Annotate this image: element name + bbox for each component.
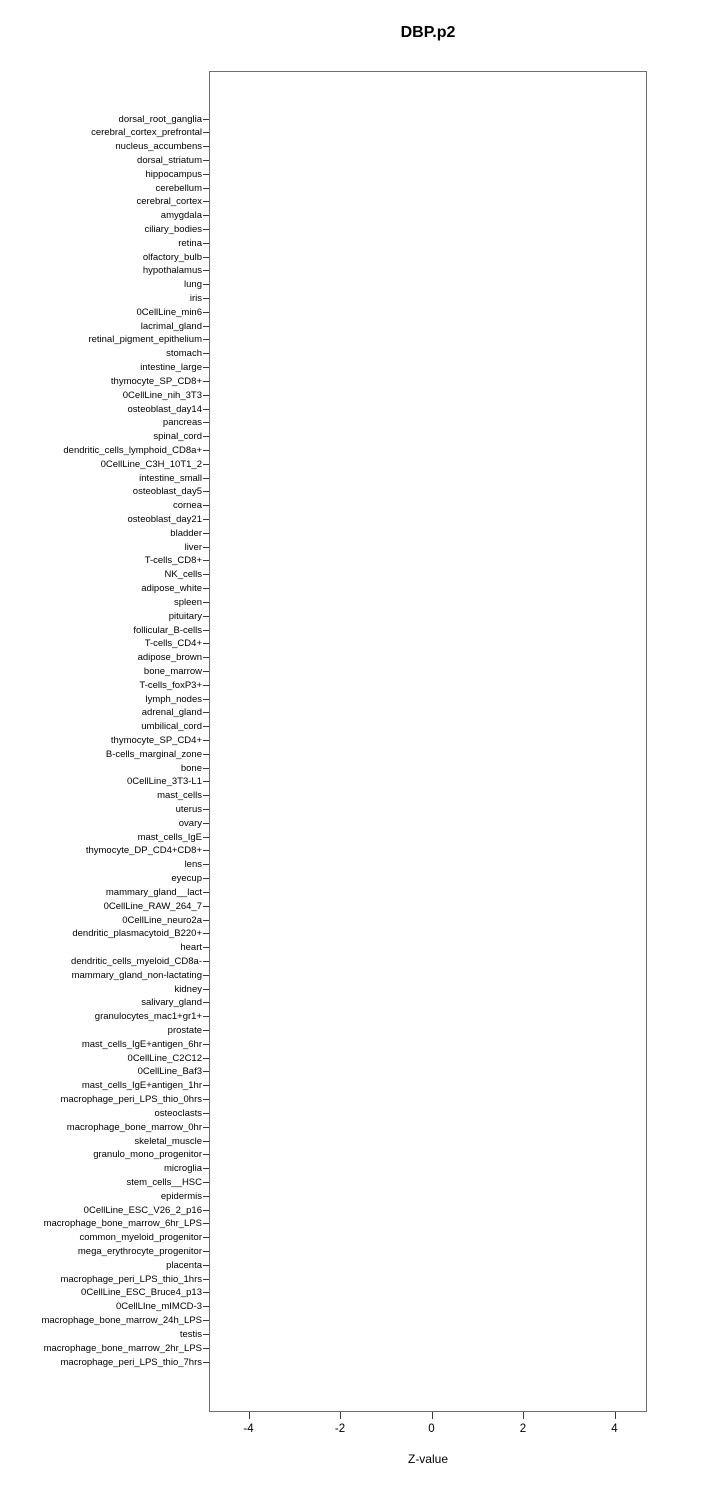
y-axis-label: 0CellLine_C2C12 — [127, 1052, 202, 1064]
y-axis-label: 0CellLine_RAW_264_7 — [103, 900, 202, 912]
y-axis-label: liver — [184, 541, 202, 553]
y-axis-label: osteoblast_day5 — [132, 486, 202, 498]
y-axis-label: granulocytes_mac1+gr1+ — [94, 1011, 202, 1023]
y-axis-label: pancreas — [162, 417, 202, 429]
y-axis-label: cerebral_cortex_prefrontal — [91, 127, 202, 139]
y-axis-label: adipose_white — [141, 583, 202, 595]
y-axis-label: dendritic_cells_lymphoid_CD8a+ — [63, 444, 202, 456]
y-axis-label: 0CellLIne_mIMCD-3 — [115, 1301, 202, 1313]
y-axis-label: macrophage_peri_LPS_thio_1hrs — [60, 1273, 202, 1285]
x-axis-tick-label: 0 — [428, 1423, 435, 1435]
y-axis-label: T-cells_foxP3+ — [139, 679, 202, 691]
y-axis-label: olfactory_bulb — [142, 251, 202, 263]
y-axis-label: dorsal_striatum — [137, 154, 202, 166]
y-axis-label: hypothalamus — [142, 265, 202, 277]
y-axis-label: macrophage_bone_marrow_24h_LPS — [41, 1315, 202, 1327]
y-axis-label: macrophage_bone_marrow_0hr — [66, 1121, 202, 1133]
y-axis-label: 0CellLine_ESC_Bruce4_p13 — [81, 1287, 202, 1299]
y-axis-label: amygdala — [160, 210, 202, 222]
y-axis-label: spinal_cord — [153, 431, 202, 443]
y-axis-label: stem_cells__HSC — [126, 1176, 202, 1188]
y-axis-label: heart — [180, 942, 202, 954]
y-axis-label: kidney — [174, 983, 202, 995]
y-axis-label: salivary_gland — [141, 997, 202, 1009]
y-axis-label: mast_cells_IgE — [137, 831, 202, 843]
x-axis-tick-label: -4 — [243, 1423, 254, 1435]
y-axis-label: osteoclasts — [154, 1107, 202, 1119]
y-axis-label: thymocyte_DP_CD4+CD8+ — [85, 845, 202, 857]
x-axis-tick — [523, 1412, 524, 1419]
y-axis-label: adrenal_gland — [141, 707, 202, 719]
y-axis-label: microglia — [163, 1163, 202, 1175]
y-axis-label: thymocyte_SP_CD8+ — [110, 375, 202, 387]
x-axis-tick — [340, 1412, 341, 1419]
y-axis-label: osteoblast_day21 — [127, 514, 202, 526]
x-axis-tick — [615, 1412, 616, 1419]
y-axis-label: 0CellLine_C3H_10T1_2 — [100, 458, 202, 470]
y-axis-label: osteoblast_day14 — [127, 403, 202, 415]
y-axis-label: prostate — [167, 1025, 202, 1037]
y-axis-label: pituitary — [168, 610, 202, 622]
y-axis-label: bone — [180, 762, 202, 774]
chart-title: DBP.p2 — [400, 24, 456, 41]
y-axis-label: stomach — [166, 348, 202, 360]
y-axis-label: nucleus_accumbens — [115, 141, 202, 153]
y-axis-label: retina — [178, 237, 202, 249]
y-axis-label: 0CellLine_3T3-L1 — [127, 776, 202, 788]
y-axis-label: dendritic_cells_myeloid_CD8a- — [71, 955, 202, 967]
y-axis-label: epidermis — [160, 1190, 202, 1202]
y-axis-label: uterus — [175, 804, 202, 816]
y-axis-label: 0CellLine_ESC_V26_2_p16 — [83, 1204, 202, 1216]
y-axis-label: B-cells_marginal_zone — [105, 748, 202, 760]
y-axis-label: bladder — [170, 527, 202, 539]
y-axis-label: mega_erythrocyte_progenitor — [77, 1246, 202, 1257]
y-axis-label: follicular_B-cells — [133, 624, 202, 636]
y-axis-label: lung — [184, 279, 202, 291]
y-axis-label: bone_marrow — [143, 665, 202, 677]
y-axis-label: 0CellLine_Baf3 — [137, 1066, 202, 1078]
y-axis-label: T-cells_CD4+ — [144, 638, 202, 650]
x-axis-tick-label: 2 — [519, 1423, 527, 1435]
y-axis-label: mast_cells_IgE+antigen_1hr — [81, 1080, 202, 1092]
y-axis-label: intestine_small — [139, 472, 202, 484]
y-axis-label: mammary_gland__lact — [105, 886, 202, 898]
y-axis-label: umbilical_cord — [141, 721, 202, 733]
y-axis-label: adipose_brown — [137, 652, 202, 664]
y-axis-label: macrophage_peri_LPS_thio_7hrs — [60, 1356, 202, 1368]
y-axis-label: dendritic_plasmacytoid_B220+ — [72, 928, 202, 940]
y-axis-label: common_myeloid_progenitor — [79, 1232, 202, 1244]
x-axis-tick — [432, 1412, 433, 1419]
y-axis-label: macrophage_bone_marrow_2hr_LPS — [43, 1342, 202, 1354]
y-axis-label: eyecup — [171, 873, 202, 885]
y-axis-label: testis — [179, 1328, 202, 1340]
y-axis-label: retinal_pigment_epithelium — [88, 334, 202, 346]
y-axis-label: mammary_gland_non-lactating — [71, 969, 202, 981]
y-axis-label: 0CellLine_neuro2a — [122, 914, 202, 926]
y-axis-label: intestine_large — [140, 362, 202, 374]
y-axis-label: mast_cells_IgE+antigen_6hr — [81, 1038, 202, 1050]
y-axis-label: thymocyte_SP_CD4+ — [110, 735, 202, 746]
x-axis-tick-label: -2 — [334, 1423, 346, 1435]
y-axis-label: lacrimal_gland — [140, 320, 202, 332]
y-axis-label: cerebellum — [155, 182, 202, 194]
y-axis-label: lymph_nodes — [145, 693, 202, 705]
y-axis-label: macrophage_peri_LPS_thio_0hrs — [60, 1094, 202, 1106]
y-axis-label: ciliary_bodies — [144, 223, 202, 235]
y-axis-label: ovary — [178, 817, 202, 829]
y-axis-label: 0CellLine_nih_3T3 — [122, 389, 202, 401]
y-axis-label: granulo_mono_progenitor — [93, 1149, 202, 1161]
y-axis-label: macrophage_bone_marrow_6hr_LPS — [43, 1218, 202, 1230]
x-axis-tick-label: 4 — [611, 1423, 618, 1435]
y-axis-label: iris — [189, 293, 202, 305]
y-axis-label: skeletal_muscle — [134, 1135, 202, 1147]
y-axis-label: 0CellLine_min6 — [136, 306, 202, 318]
x-axis-tick — [249, 1412, 250, 1419]
y-axis-label: lens — [184, 859, 202, 871]
y-axis-label: mast_cells — [157, 790, 202, 802]
y-axis-label: NK_cells — [164, 569, 202, 581]
y-axis-label: cornea — [172, 500, 202, 512]
y-axis-label: dorsal_root_ganglia — [118, 113, 202, 125]
y-axis-label: spleen — [174, 596, 202, 608]
y-axis-label: hippocampus — [145, 168, 202, 180]
y-axis-label: cerebral_cortex — [136, 196, 202, 208]
x-axis-title: Z-value — [407, 1452, 448, 1466]
y-axis-label: placenta — [166, 1259, 202, 1271]
plot-border — [209, 71, 647, 1412]
y-axis-label: T-cells_CD8+ — [144, 555, 202, 567]
